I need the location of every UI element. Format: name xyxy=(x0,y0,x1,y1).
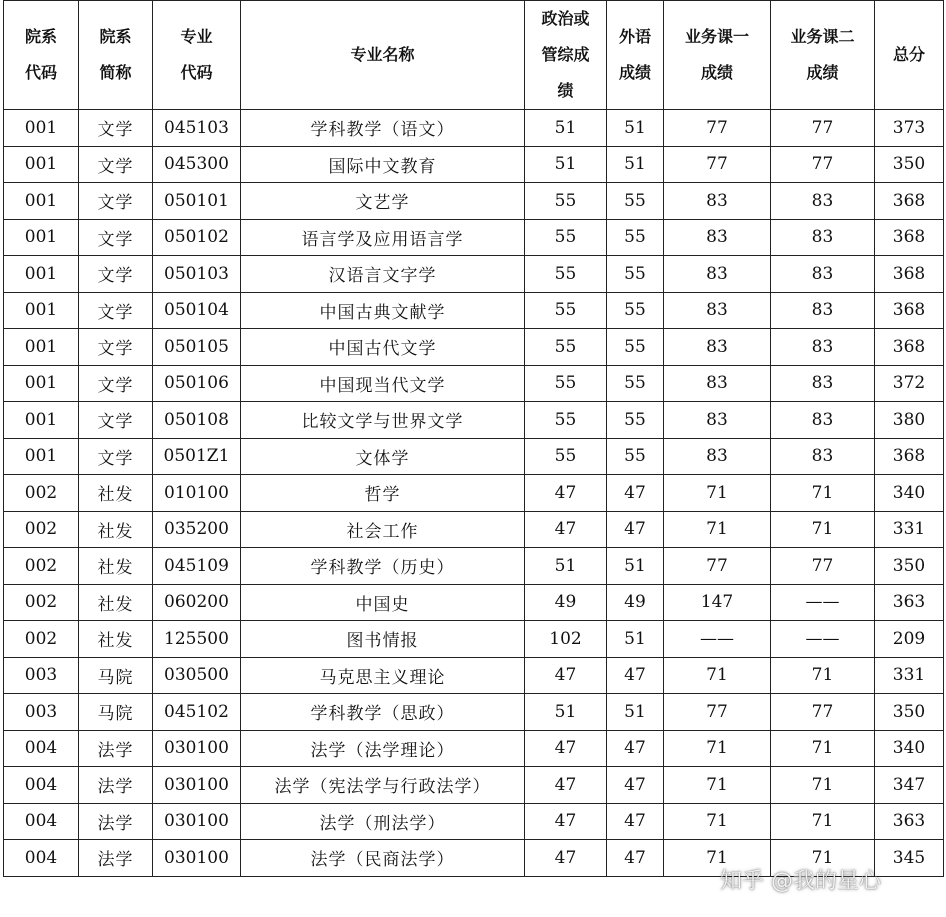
cell-major-name: 社会工作 xyxy=(241,511,525,548)
cell-total-score: 209 xyxy=(875,621,944,658)
table-row xyxy=(4,694,944,731)
cell-total-score: 350 xyxy=(875,694,944,731)
cell-major-code: 035200 xyxy=(153,511,241,548)
cell-dept-abbr: 文学 xyxy=(79,146,153,183)
table-row xyxy=(4,438,944,475)
cell-subject-two-score: 83 xyxy=(771,438,875,475)
cell-subject-one-score: 71 xyxy=(664,511,771,548)
table-body xyxy=(4,110,944,877)
cell-dept-abbr: 社发 xyxy=(79,475,153,512)
cell-dept-code: 001 xyxy=(4,219,79,256)
cell-foreign-language-score: 47 xyxy=(607,767,664,804)
cell-subject-one-score: 77 xyxy=(664,694,771,731)
cell-dept-code: 001 xyxy=(4,329,79,366)
cell-total-score: 350 xyxy=(875,146,944,183)
cell-dept-abbr: 文学 xyxy=(79,110,153,147)
cell-foreign-language-score: 55 xyxy=(607,329,664,366)
cell-subject-two-score: 83 xyxy=(771,219,875,256)
cell-total-score: 368 xyxy=(875,256,944,293)
cell-major-name: 汉语言文字学 xyxy=(241,256,525,293)
cell-major-name: 哲学 xyxy=(241,475,525,512)
cell-subject-two-score: 71 xyxy=(771,730,875,767)
cell-major-name: 法学（法学理论） xyxy=(241,730,525,767)
table-row xyxy=(4,584,944,621)
cell-major-name: 中国现当代文学 xyxy=(241,365,525,402)
cell-politics-score: 47 xyxy=(525,730,607,767)
table-row xyxy=(4,548,944,585)
cell-subject-two-score: 77 xyxy=(771,110,875,147)
cell-foreign-language-score: 51 xyxy=(607,146,664,183)
table-row xyxy=(4,803,944,840)
cell-foreign-language-score: 47 xyxy=(607,840,664,877)
cell-subject-two-score: 71 xyxy=(771,511,875,548)
table-row xyxy=(4,511,944,548)
cell-subject-one-score: 83 xyxy=(664,329,771,366)
cell-major-name: 比较文学与世界文学 xyxy=(241,402,525,439)
header-dept-abbr: 院系 简称 xyxy=(79,1,153,110)
header-subject-one-score: 业务课一 成绩 xyxy=(664,1,771,110)
cell-politics-score: 102 xyxy=(525,621,607,658)
cell-politics-score: 51 xyxy=(525,110,607,147)
cell-foreign-language-score: 47 xyxy=(607,475,664,512)
table-row xyxy=(4,767,944,804)
cell-dept-abbr: 文学 xyxy=(79,292,153,329)
cell-major-code: 125500 xyxy=(153,621,241,658)
cell-major-name: 学科教学（历史） xyxy=(241,548,525,585)
cell-subject-one-score: 83 xyxy=(664,256,771,293)
cell-dept-code: 004 xyxy=(4,803,79,840)
cell-major-code: 045300 xyxy=(153,146,241,183)
cell-major-code: 030100 xyxy=(153,767,241,804)
cell-politics-score: 47 xyxy=(525,840,607,877)
cell-dept-abbr: 社发 xyxy=(79,511,153,548)
cell-total-score: 331 xyxy=(875,511,944,548)
cell-dept-code: 003 xyxy=(4,657,79,694)
cell-dept-abbr: 文学 xyxy=(79,329,153,366)
cell-major-code: 045102 xyxy=(153,694,241,731)
header-major-name: 专业名称 xyxy=(241,1,525,110)
cell-major-code: 045109 xyxy=(153,548,241,585)
cell-foreign-language-score: 47 xyxy=(607,730,664,767)
cell-dept-abbr: 马院 xyxy=(79,657,153,694)
table-row xyxy=(4,183,944,220)
cell-dept-abbr: 马院 xyxy=(79,694,153,731)
cell-major-code: 050104 xyxy=(153,292,241,329)
cell-major-code: 050102 xyxy=(153,219,241,256)
cell-major-name: 中国史 xyxy=(241,584,525,621)
cell-subject-two-score: 71 xyxy=(771,657,875,694)
cell-politics-score: 47 xyxy=(525,767,607,804)
cell-dept-code: 001 xyxy=(4,256,79,293)
cell-subject-one-score: 83 xyxy=(664,292,771,329)
cell-foreign-language-score: 47 xyxy=(607,511,664,548)
cell-total-score: 380 xyxy=(875,402,944,439)
cell-subject-one-score: 147 xyxy=(664,584,771,621)
cell-subject-one-score: 77 xyxy=(664,110,771,147)
cell-subject-two-score: 71 xyxy=(771,767,875,804)
cell-major-code: 030100 xyxy=(153,840,241,877)
table-row xyxy=(4,256,944,293)
cell-politics-score: 49 xyxy=(525,584,607,621)
cell-subject-two-score: 83 xyxy=(771,365,875,402)
header-politics-score: 政治或 管综成 绩 xyxy=(525,1,607,110)
cell-total-score: 368 xyxy=(875,329,944,366)
cell-politics-score: 55 xyxy=(525,292,607,329)
cell-politics-score: 47 xyxy=(525,657,607,694)
cell-major-name: 法学（刑法学） xyxy=(241,803,525,840)
cell-subject-two-score: 77 xyxy=(771,694,875,731)
cell-major-code: 010100 xyxy=(153,475,241,512)
cell-subject-one-score: 71 xyxy=(664,803,771,840)
cell-dept-code: 002 xyxy=(4,548,79,585)
cell-total-score: 347 xyxy=(875,767,944,804)
cell-politics-score: 55 xyxy=(525,183,607,220)
cell-dept-code: 004 xyxy=(4,730,79,767)
cell-total-score: 368 xyxy=(875,183,944,220)
cell-foreign-language-score: 51 xyxy=(607,621,664,658)
table-row xyxy=(4,219,944,256)
table-row xyxy=(4,730,944,767)
cell-dept-code: 004 xyxy=(4,840,79,877)
cell-dept-code: 002 xyxy=(4,584,79,621)
cell-politics-score: 47 xyxy=(525,803,607,840)
cell-politics-score: 47 xyxy=(525,511,607,548)
cell-dept-abbr: 法学 xyxy=(79,730,153,767)
header-dept-code: 院系 代码 xyxy=(4,1,79,110)
header-subject-two-score: 业务课二 成绩 xyxy=(771,1,875,110)
cell-total-score: 363 xyxy=(875,584,944,621)
cell-major-name: 中国古典文献学 xyxy=(241,292,525,329)
cell-major-code: 030500 xyxy=(153,657,241,694)
cell-major-code: 045103 xyxy=(153,110,241,147)
cell-foreign-language-score: 55 xyxy=(607,438,664,475)
cell-dept-abbr: 文学 xyxy=(79,365,153,402)
cell-dept-abbr: 文学 xyxy=(79,219,153,256)
cell-foreign-language-score: 49 xyxy=(607,584,664,621)
cell-total-score: 372 xyxy=(875,365,944,402)
cell-subject-two-score: —— xyxy=(771,621,875,658)
table-row xyxy=(4,110,944,147)
cell-major-code: 050101 xyxy=(153,183,241,220)
cell-total-score: 345 xyxy=(875,840,944,877)
cell-subject-two-score: 77 xyxy=(771,146,875,183)
table-row xyxy=(4,329,944,366)
cell-dept-abbr: 社发 xyxy=(79,621,153,658)
cell-total-score: 340 xyxy=(875,475,944,512)
table-row xyxy=(4,840,944,877)
cell-major-name: 文体学 xyxy=(241,438,525,475)
cell-total-score: 368 xyxy=(875,438,944,475)
cell-subject-one-score: 71 xyxy=(664,657,771,694)
cell-politics-score: 55 xyxy=(525,329,607,366)
cell-subject-one-score: 83 xyxy=(664,438,771,475)
cell-dept-abbr: 文学 xyxy=(79,183,153,220)
cell-foreign-language-score: 51 xyxy=(607,694,664,731)
cell-total-score: 363 xyxy=(875,803,944,840)
cell-foreign-language-score: 55 xyxy=(607,256,664,293)
cell-subject-two-score: 71 xyxy=(771,803,875,840)
cell-dept-code: 001 xyxy=(4,110,79,147)
table-row xyxy=(4,475,944,512)
cell-total-score: 350 xyxy=(875,548,944,585)
cell-politics-score: 55 xyxy=(525,256,607,293)
cell-dept-code: 002 xyxy=(4,475,79,512)
cell-politics-score: 51 xyxy=(525,694,607,731)
cell-subject-two-score: 71 xyxy=(771,475,875,512)
cell-foreign-language-score: 55 xyxy=(607,292,664,329)
cell-politics-score: 47 xyxy=(525,475,607,512)
cell-subject-two-score: 83 xyxy=(771,402,875,439)
cell-major-name: 中国古代文学 xyxy=(241,329,525,366)
cell-major-name: 文艺学 xyxy=(241,183,525,220)
cell-major-code: 050103 xyxy=(153,256,241,293)
table-row xyxy=(4,621,944,658)
cell-politics-score: 55 xyxy=(525,365,607,402)
cell-dept-code: 002 xyxy=(4,621,79,658)
cell-dept-code: 001 xyxy=(4,402,79,439)
cell-major-code: 030100 xyxy=(153,730,241,767)
cell-dept-code: 004 xyxy=(4,767,79,804)
cell-dept-code: 002 xyxy=(4,511,79,548)
cell-foreign-language-score: 55 xyxy=(607,219,664,256)
cell-dept-abbr: 社发 xyxy=(79,548,153,585)
cell-dept-code: 001 xyxy=(4,292,79,329)
table-row xyxy=(4,146,944,183)
cell-major-code: 050108 xyxy=(153,402,241,439)
cell-dept-abbr: 法学 xyxy=(79,767,153,804)
cell-subject-two-score: 83 xyxy=(771,183,875,220)
cell-dept-abbr: 文学 xyxy=(79,438,153,475)
cell-major-code: 050106 xyxy=(153,365,241,402)
cell-subject-two-score: 83 xyxy=(771,292,875,329)
cell-foreign-language-score: 55 xyxy=(607,183,664,220)
cell-subject-one-score: 71 xyxy=(664,730,771,767)
table-row xyxy=(4,657,944,694)
cell-major-name: 法学（民商法学） xyxy=(241,840,525,877)
cell-major-name: 语言学及应用语言学 xyxy=(241,219,525,256)
cell-subject-one-score: 83 xyxy=(664,402,771,439)
cell-foreign-language-score: 47 xyxy=(607,657,664,694)
header-major-code: 专业 代码 xyxy=(153,1,241,110)
cell-foreign-language-score: 55 xyxy=(607,402,664,439)
cell-foreign-language-score: 47 xyxy=(607,803,664,840)
cell-subject-one-score: 71 xyxy=(664,840,771,877)
cell-dept-abbr: 社发 xyxy=(79,584,153,621)
cell-politics-score: 51 xyxy=(525,548,607,585)
cell-subject-one-score: 77 xyxy=(664,146,771,183)
cell-foreign-language-score: 51 xyxy=(607,548,664,585)
cell-dept-code: 001 xyxy=(4,183,79,220)
score-table xyxy=(3,0,944,877)
cell-dept-abbr: 法学 xyxy=(79,840,153,877)
cell-dept-abbr: 文学 xyxy=(79,402,153,439)
table-row xyxy=(4,292,944,329)
cell-major-name: 学科教学（思政） xyxy=(241,694,525,731)
cell-total-score: 373 xyxy=(875,110,944,147)
cell-foreign-language-score: 55 xyxy=(607,365,664,402)
cell-total-score: 368 xyxy=(875,219,944,256)
cell-major-code: 050105 xyxy=(153,329,241,366)
table-header-row xyxy=(4,1,944,110)
cell-subject-two-score: —— xyxy=(771,584,875,621)
cell-dept-abbr: 法学 xyxy=(79,803,153,840)
cell-subject-two-score: 83 xyxy=(771,256,875,293)
cell-dept-code: 003 xyxy=(4,694,79,731)
cell-subject-two-score: 77 xyxy=(771,548,875,585)
cell-dept-code: 001 xyxy=(4,365,79,402)
cell-foreign-language-score: 51 xyxy=(607,110,664,147)
cell-subject-two-score: 71 xyxy=(771,840,875,877)
cell-subject-one-score: —— xyxy=(664,621,771,658)
cell-subject-one-score: 71 xyxy=(664,475,771,512)
cell-major-name: 国际中文教育 xyxy=(241,146,525,183)
cell-politics-score: 55 xyxy=(525,219,607,256)
cell-major-name: 法学（宪法学与行政法学） xyxy=(241,767,525,804)
cell-total-score: 331 xyxy=(875,657,944,694)
header-total-score: 总分 xyxy=(875,1,944,110)
cell-total-score: 340 xyxy=(875,730,944,767)
cell-subject-two-score: 83 xyxy=(771,329,875,366)
cell-politics-score: 55 xyxy=(525,402,607,439)
cell-subject-one-score: 83 xyxy=(664,183,771,220)
table-row xyxy=(4,402,944,439)
cell-major-name: 马克思主义理论 xyxy=(241,657,525,694)
cell-politics-score: 55 xyxy=(525,438,607,475)
cell-dept-code: 001 xyxy=(4,146,79,183)
cell-major-code: 0501Z1 xyxy=(153,438,241,475)
cell-dept-abbr: 文学 xyxy=(79,256,153,293)
cell-subject-one-score: 83 xyxy=(664,219,771,256)
cell-major-name: 图书情报 xyxy=(241,621,525,658)
cell-major-code: 030100 xyxy=(153,803,241,840)
cell-major-name: 学科教学（语文） xyxy=(241,110,525,147)
cell-dept-code: 001 xyxy=(4,438,79,475)
cell-major-code: 060200 xyxy=(153,584,241,621)
cell-subject-one-score: 83 xyxy=(664,365,771,402)
table-row xyxy=(4,365,944,402)
cell-subject-one-score: 71 xyxy=(664,767,771,804)
watermark: 知乎 @我的星心 xyxy=(720,869,881,894)
cell-subject-one-score: 77 xyxy=(664,548,771,585)
cell-politics-score: 51 xyxy=(525,146,607,183)
cell-total-score: 368 xyxy=(875,292,944,329)
header-foreign-language-score: 外语 成绩 xyxy=(607,1,664,110)
